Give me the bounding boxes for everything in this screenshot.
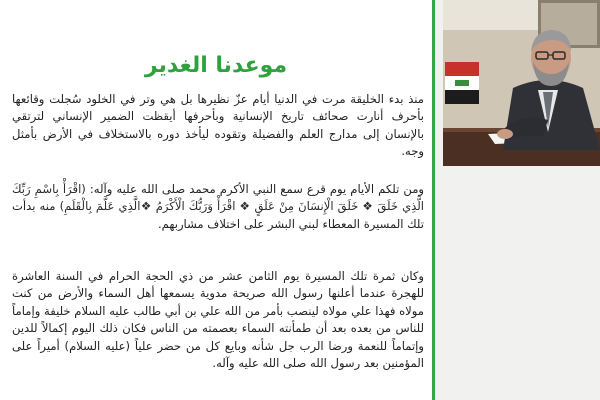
article-paragraph-1: منذ بدء الخليقة مرت في الدنيا أيام عزّ نظيرها بل هي وتر في الخلود سُجلت وقائعها بأحرف أنارت صحائف تاريخ الإنسانية وبأحرفها أيقظت الضمير الإنساني لترتقي بالإنسان إلى مدارج العلم والفضيلة وتقوده ليأخذ دوره بالاستخلاف في الأرض بأمثل وجه. (12, 92, 424, 159)
quran-quote: (اقْرَأْ بِاسْمِ رَبِّكَ الَّذِي خَلَقَ ❖ خَلَقَ الْإِنسَانَ مِنْ عَلَقٍ ❖ اقْرَأْ وَرَبُّكَ الْأَكْرَمُ ❖الَّذِي عَلَّمَ بِالْقَلَمِ) (12, 182, 425, 214)
article-paragraph-3: وكان ثمرة تلك المسيرة يوم الثامن عشر من ذي الحجة الحرام في السنة العاشرة للهجرة عندما أعلنها رسول الله صريحة مدوية يسمعها أهل السماء والأرض من كنت مولاه فهذا علي مولاه لينصب بأمر من الله علي بن أبي طالب عليه السلام خليفة وإماماً للناس من بعده بعد أن طمأنته السماء بعصمته من الناس فكان ذلك اليوم إكمالاً للدين وإتماماً للنعمة ورضا الرب جل شأنه وبايع كل من حضر علياً (عليه السلام) أميراً على المؤمنين بعد رسول الله صلى الله عليه وآله. (12, 269, 424, 371)
green-divider (432, 0, 435, 400)
portrait-photo (443, 0, 600, 166)
paragraph-2-outro: منه بدأت تلك المسيرة المعطاء لبني البشر على اختلاف مشاربهم. (12, 199, 424, 231)
article-paragraph-2 (12, 181, 424, 233)
article-title: موعدنا الغدير (144, 53, 288, 78)
portrait-illustration (443, 0, 600, 166)
paragraph-2-intro: ومن تلكم الأيام يوم قرع سمع النبي الأكرم محمد صلى الله عليه وآله: (89, 182, 425, 196)
